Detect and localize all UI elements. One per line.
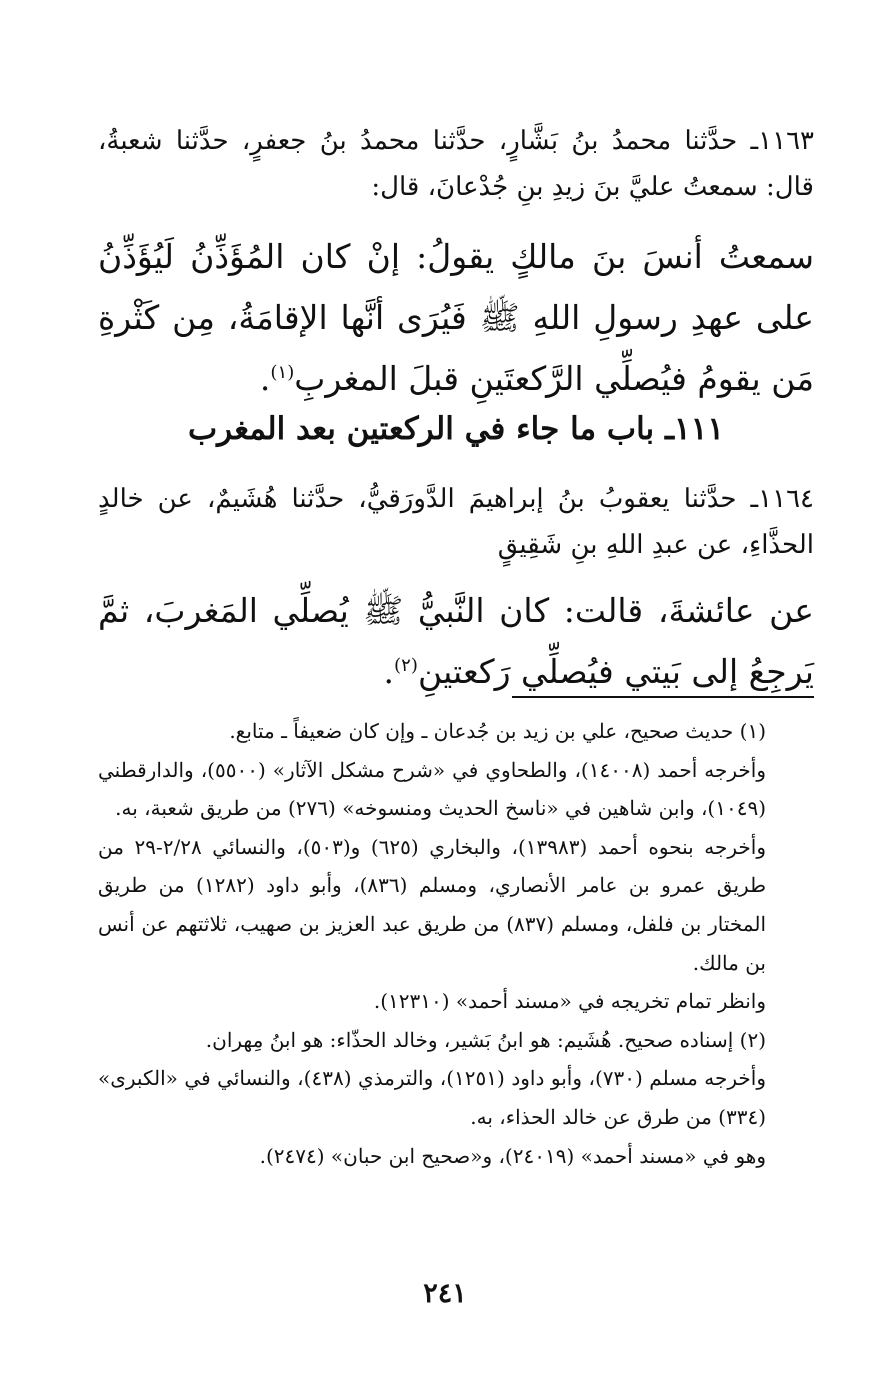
footnote-ref-1: (١) <box>270 362 295 383</box>
hadith-1163-matn: سمعتُ أنسَ بنَ مالكٍ يقولُ: إنْ كان المُؤَذِّنُ لَيُؤَذِّنُ على عهدِ رسولِ اللهِ ﷺ فَيُرَى أنَّها الإقامَةُ، مِن كَثْرةِ مَن يقومُ فيُصلِّي الرَّكعتَينِ قبلَ المغربِ <box>98 237 814 398</box>
hadith-1163-matn-paragraph <box>98 226 814 409</box>
chapter-heading: ١١١ـ باب ما جاء في الركعتين بعد المغرب <box>188 411 724 447</box>
footnote-2-takhrij: وأخرجه مسلم (٧٣٠)، وأبو داود (١٢٥١)، والترمذي (٤٣٨)، والنسائي في «الكبرى» (٣٣٤) من طرق عن خالد الحذاء، به. <box>98 1066 767 1129</box>
footnote-1-see-also: وانظر تمام تخريجه في «مسند أحمد» (١٢٣١٠). <box>373 989 766 1014</box>
hadith-1164-isnad: ١١٦٤ـ حدَّثنا يعقوبُ بنُ إبراهيمَ الدَّورَقيُّ، حدَّثنا هُشَيمٌ، عن خالدٍ الحذَّاءِ، عن عبدِ اللهِ بنِ شَقِيقٍ <box>98 484 814 560</box>
hadith-1164-matn-paragraph <box>98 580 814 702</box>
footnote-1-similar: وأخرجه بنحوه أحمد (١٣٩٨٣)، والبخاري (٦٢٥) و(٥٠٣)، والنسائي ٢/٢٨-٢٩ من طريق عمرو بن عامر الأنصاري، ومسلم (٨٣٦)، وأبو داود (١٢٨٢) من طريق المختار بن فلفل، ومسلم (٨٣٧) من طريق عبد العزيز بن صهيب، ثلاثتهم عن أنس بن مالك. <box>98 834 767 975</box>
hadith-1164-matn: عن عائشةَ، قالت: كان النَّبيُّ ﷺ يُصلِّي المَغربَ، ثمَّ يَرجِعُ إلى بَيتي فيُصلِّي رَكعتينِ <box>98 591 814 691</box>
hadith-1164-end-mark: . <box>383 652 395 691</box>
hadith-1163-end-mark: . <box>259 359 271 398</box>
footnote-1-text: (١) حديث صحيح، علي بن زيد بن جُدعان ـ وإن كان ضعيفاً ـ متابع. <box>229 719 766 743</box>
page-number: ٢٤١ <box>423 1278 467 1309</box>
footnote-separator <box>512 696 814 698</box>
hadith-1163-isnad: ١١٦٣ـ حدَّثنا محمدُ بنُ بَشَّارٍ، حدَّثنا محمدُ بنُ جعفرٍ، حدَّثنا شعبةُ، قال: سمعتُ عليَّ بنَ زيدِ بنِ جُدْعانَ، قال: <box>98 126 814 202</box>
footnote-2-text: (٢) إسناده صحيح. هُشَيم: هو ابنُ بَشير، وخالد الحذّاء: هو ابنُ مِهران. <box>205 1027 766 1052</box>
footnote-ref-2: (٢) <box>394 655 418 676</box>
footnotes <box>98 712 814 1175</box>
footnote-1-takhrij: وأخرجه أحمد (١٤٠٠٨)، والطحاوي في «شرح مشكل الآثار» (٥٥٠٠)، والدارقطني (١٠٤٩)، وابن شاهين في «ناسخ الحديث ومنسوخه» (٢٧٦) من طريق شعبة، به. <box>98 757 767 821</box>
footnote-2-see-also: وهو في «مسند أحمد» (٢٤٠١٩)، و«صحيح ابن حبان» (٢٤٧٤). <box>259 1143 766 1168</box>
